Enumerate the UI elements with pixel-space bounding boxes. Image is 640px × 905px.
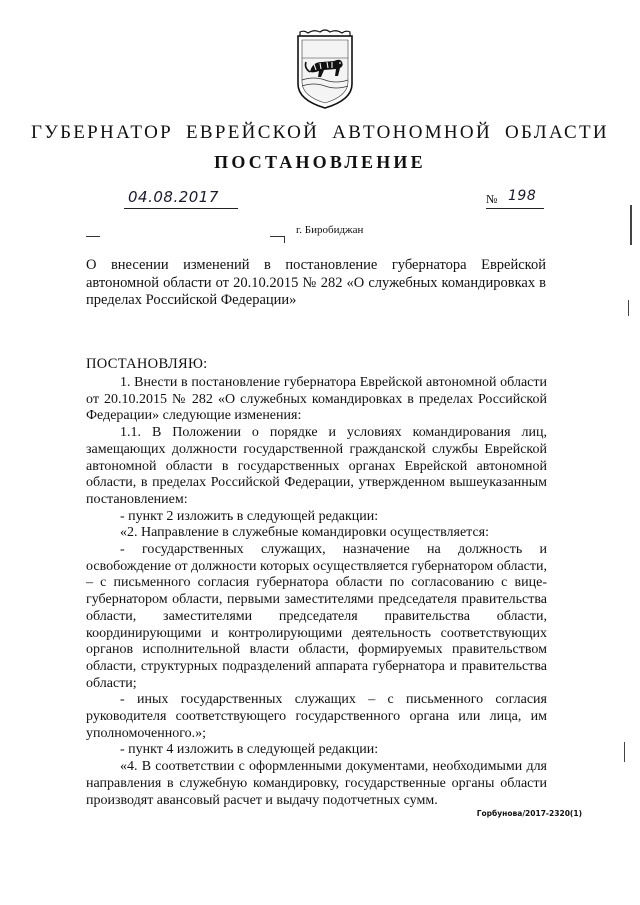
body-paragraph: 1. Внести в постановление губернатора Еврейской автономной области от 20.10.2015 № 282 «О служебных командировках в пределах Российской Федерации» следующие изменения: [86,375,547,424]
document-code: Горбунова/2017-2320(1) [476,809,582,818]
body-paragraph: 1.1. В Положении о порядке и условиях командирования лиц, замещающих должности государственной гражданской службы Еврейской автономной области в государственных органах Еврейской автономной области, в пределах Российской Федерации, утвержденном вышеуказанным постановлением: [86,425,547,507]
document-body [86,375,547,809]
document-subject: О внесении изменений в постановление губернатора Еврейской автономной области от 20.10.2015 № 282 «О служебных командировках в пределах Российской Федерации» [86,257,546,308]
number-field [486,188,544,209]
issuer-title: ГУБЕРНАТОР ЕВРЕЙСКОЙ АВТОНОМНОЙ ОБЛАСТИ [31,122,609,143]
scan-edge-mark [630,205,632,245]
handwritten-number: 198 [508,188,537,204]
subject-corner-left [86,236,100,243]
number-sign: № [486,192,498,206]
resolve-heading: ПОСТАНОВЛЯЮ: [86,356,208,372]
document-type: ПОСТАНОВЛЕНИЕ [214,152,426,172]
body-paragraph: - иных государственных служащих – с письменного согласия руководителя соответствующего государственного органа или лица, им уполномоченного.»; [86,692,547,741]
coat-of-arms-icon [294,28,356,110]
body-paragraph: - государственных служащих, назначение на должность и освобождение от должности которых осуществляется губернатором области, – с письменного согласия губернатора области по согласованию с вице-губернатором области, первыми заместителями председателя правительства области, заместителями председателя правительства области, координирующими и контролирующими деятельность соответствующих органов исполнительной власти области, формируемых правительством области, структурных подразделений аппарата губернатора и правительства области; [86,542,547,691]
body-paragraph: «2. Направление в служебные командировки осуществляется: [120,525,489,541]
scan-edge-mark [628,300,629,316]
date-field [124,188,238,209]
city-label: г. Биробиджан [296,224,364,236]
body-paragraph: - пункт 4 изложить в следующей редакции: [120,742,379,758]
subject-corner-right [270,236,285,243]
body-paragraph: «4. В соответствии с оформленными документами, необходимыми для направления в служебную командировку, государственные органы области производят авансовый расчет и выдачу подотчетных сумм. [86,759,547,808]
scan-edge-mark [624,742,625,762]
handwritten-date: 04.08.2017 [128,188,219,206]
body-paragraph: - пункт 2 изложить в следующей редакции: [120,508,379,524]
